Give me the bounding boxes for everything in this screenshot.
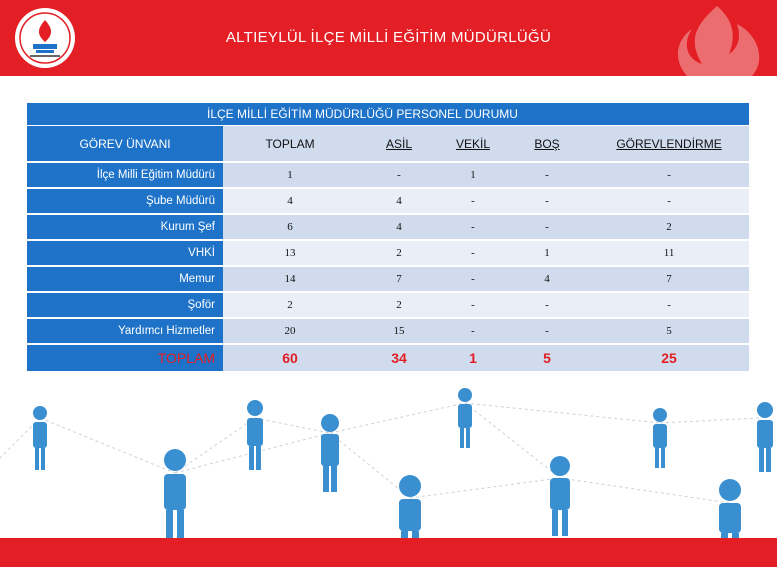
row-label: Şoför <box>27 293 223 319</box>
cell-toplam: 1 <box>223 163 357 189</box>
table-row <box>27 163 749 189</box>
person-figure <box>757 402 773 472</box>
person-figure <box>458 388 472 448</box>
row-label: Memur <box>27 267 223 293</box>
person-figure <box>164 449 186 538</box>
header-bos: BOŞ <box>505 126 589 163</box>
cell-asil: 4 <box>357 189 441 215</box>
cell-gorevlendirme: - <box>589 293 749 319</box>
row-label: Yardımcı Hizmetler <box>27 319 223 345</box>
cell-vekil: - <box>441 319 505 345</box>
person-figure <box>719 479 741 538</box>
cell-toplam: 6 <box>223 215 357 241</box>
header-toplam: TOPLAM <box>223 126 357 163</box>
cell-asil: 2 <box>357 241 441 267</box>
header-gorev-unvani: GÖREV ÜNVANI <box>27 126 223 163</box>
cell-asil: 15 <box>357 319 441 345</box>
table-row <box>27 189 749 215</box>
cell-gorevlendirme: - <box>589 189 749 215</box>
total-gorevlendirme: 25 <box>589 345 749 371</box>
people-network-illustration <box>0 378 777 538</box>
total-bos: 5 <box>505 345 589 371</box>
person-figure <box>550 456 570 536</box>
cell-toplam: 13 <box>223 241 357 267</box>
cell-vekil: - <box>441 293 505 319</box>
cell-bos: - <box>505 163 589 189</box>
cell-gorevlendirme: 2 <box>589 215 749 241</box>
cell-asil: 7 <box>357 267 441 293</box>
table-row <box>27 267 749 293</box>
cell-gorevlendirme: 7 <box>589 267 749 293</box>
person-figure <box>653 408 667 468</box>
cell-gorevlendirme: - <box>589 163 749 189</box>
cell-bos: 1 <box>505 241 589 267</box>
cell-toplam: 20 <box>223 319 357 345</box>
total-vekil: 1 <box>441 345 505 371</box>
total-label: TOPLAM <box>27 345 223 371</box>
cell-toplam: 14 <box>223 267 357 293</box>
table-total-row <box>27 345 749 371</box>
flame-watermark <box>657 4 767 76</box>
header-asil: ASİL <box>357 126 441 163</box>
total-asil: 34 <box>357 345 441 371</box>
cell-bos: 4 <box>505 267 589 293</box>
cell-gorevlendirme: 5 <box>589 319 749 345</box>
cell-bos: - <box>505 215 589 241</box>
page-title: ALTIEYLÜL İLÇE MİLLİ EĞİTİM MÜDÜRLÜĞÜ <box>225 29 552 46</box>
table-title-row <box>27 103 749 126</box>
cell-bos: - <box>505 319 589 345</box>
cell-asil: 2 <box>357 293 441 319</box>
cell-vekil: 1 <box>441 163 505 189</box>
person-figure <box>247 400 263 470</box>
row-label: Şube Müdürü <box>27 189 223 215</box>
cell-vekil: - <box>441 189 505 215</box>
cell-bos: - <box>505 189 589 215</box>
footer-bar <box>0 538 777 567</box>
cell-asil: 4 <box>357 215 441 241</box>
header-bar <box>0 0 777 76</box>
table-row <box>27 215 749 241</box>
cell-asil: - <box>357 163 441 189</box>
cell-toplam: 4 <box>223 189 357 215</box>
total-toplam: 60 <box>223 345 357 371</box>
personnel-table <box>27 103 749 371</box>
row-label: İlçe Milli Eğitim Müdürü <box>27 163 223 189</box>
table-row <box>27 319 749 345</box>
person-figure <box>33 406 47 470</box>
table-row <box>27 241 749 267</box>
cell-bos: - <box>505 293 589 319</box>
row-label: Kurum Şef <box>27 215 223 241</box>
cell-vekil: - <box>441 241 505 267</box>
cell-gorevlendirme: 11 <box>589 241 749 267</box>
table-row <box>27 293 749 319</box>
person-figure <box>321 414 339 492</box>
header-vekil: VEKİL <box>441 126 505 163</box>
person-figure <box>399 475 421 538</box>
cell-vekil: - <box>441 267 505 293</box>
cell-toplam: 2 <box>223 293 357 319</box>
personnel-table-wrapper <box>27 103 749 371</box>
cell-vekil: - <box>441 215 505 241</box>
header-gorevlendirme: GÖREVLENDİRME <box>589 126 749 163</box>
table-title: İLÇE MİLLİ EĞİTİM MÜDÜRLÜĞÜ PERSONEL DURUMU <box>27 103 749 126</box>
table-header-row <box>27 126 749 163</box>
row-label: VHKİ <box>27 241 223 267</box>
